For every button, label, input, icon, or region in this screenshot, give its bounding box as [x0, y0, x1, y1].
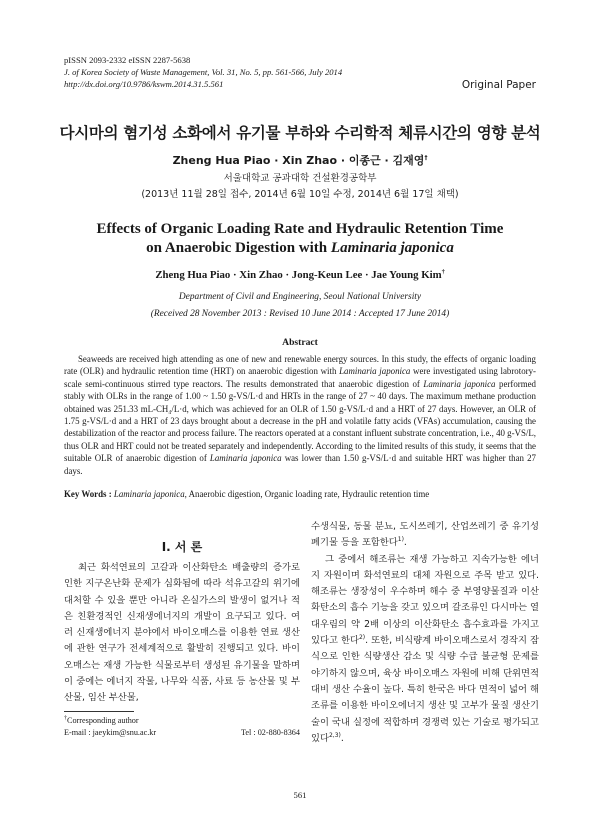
korean-affiliation: 서울대학교 공과대학 건설환경공학부 — [223, 173, 377, 184]
body-column-left: 최근 화석연료의 고갈과 이산화탄소 배출량의 증가로 인한 지구온난화 문제가 심화됨에 따라 석유고갈의 위기에 대처할 수 있을 뿐만 아니라 온실가스의 발생이 없거나 적은 친환경적인 신재생에너지의 개발이 요구되고 있다. 여러 신재생에너지 분야에서 바이오매스를 이용한 연료 생산에 관한 연구가 전세계적으로 활발히 진행되고 있다. 바이오매스는 재생 가능한 식물로부터 생성된 유기물을 말하며 이 중에는 에너지 작물, 나무와 식품, 사료 등 농산물 및 부산물, 임산 부산물, — [64, 562, 300, 704]
korean-title: 다시마의 혐기성 소화에서 유기물 부하와 수리학적 체류시간의 영향 분석 — [59, 124, 541, 142]
footnote-divider — [64, 711, 134, 712]
english-affiliation: Department of Civil and Engineering, Seoul National University — [178, 292, 422, 302]
english-title: Effects of Organic Loading Rate and Hydraulic Retention Time on Anaerobic Digestion with Laminaria japonica — [96, 221, 504, 256]
paragraph: 그 중에서 해조류는 재생 가능하고 지속가능한 에너지 자원이며 화석연료의 대체 자원으로 주목 받고 있다. 해조류는 생장성이 우수하며 해수 중 부영양물질과 이산화탄소의 흡수 기능을 갖고 있으며 갈조류인 다시마는 열대우림의 약 2배 이상의 이산화탄소 흡수효과를 가지고 있다고 한다$^{2)}$. 또한, 비식량계 바이오매스로서 경작지 잠식으로 인한 식량생산 감소 및 식량 수급 불균형 문제를 야기하지 않으며, 육상 바이오매스 자원에 비해 단위면적 대비 생산 수율이 높다. 특히 한국은 바다 면적이 넓어 해조류를 이용한 바이오에너지 생산 및 고부가 물질 생산기술이 국내 실정에 적합하며 경쟁력 있는 기술로 평가되고 있다$^{2,3)}$. — [311, 553, 539, 744]
corresponding-author-note: †Corresponding author — [64, 715, 139, 725]
korean-authors: Zheng Hua Piao · Xin Zhao · 이종근 · 김재영† — [172, 154, 428, 167]
author-email[interactable]: E-mail : jaeykim@snu.ac.kr — [64, 728, 157, 737]
author-phone: Tel : 02-880-8364 — [240, 728, 300, 737]
journal-citation: J. of Korea Society of Waste Management, Vol. 31, No. 5, pp. 561-566, July 2014 — [64, 67, 343, 77]
body-column-right — [311, 519, 539, 747]
doi-link[interactable]: http://dx.doi.org/10.9786/kswm.2014.31.5.561 — [64, 79, 224, 89]
page-number: 561 — [293, 790, 307, 800]
abstract-body: Seaweeds are received high attending as one of new and renewable energy sources. In this study, the effects of organic loading rate (OLR) and hydraulic retention time (HRT) on anaerobic digestion with Laminaria japonica were investigated using labrotory-scale semi-continuous stirred type reactors. The results demonstrated that anaerobic digestion of Laminaria japonica performed stably with OLRs in the range of 1.00 ~ 1.50 g-VS/L·d and HRTs in the range of 27 ~ 40 days. The maximum methane production obtained was 251.33 mL-CH₄/L·d, which was achieved for an OLR of 1.50 g-VS/L·d and a HRT of 27 days. However, an OLR of 1.75 g-VS/L·d and a HRT of 23 days brought about a decrease in the pH and volatile fatty acids (VFAs) accumulation, causing the destabilization of the reactor and process failure. The reactors operated at a constant influent substrate concentration, i.e., 40 g-VS/L, thus OLR and HRT could not be treated separately and independently. According to the limited results of this study, it seems that the suitable OLR of anaerobic digestion of Laminaria japonica was lower than 1.50 g-VS/L·d and suitable HRT was higher than 27 days. — [64, 354, 537, 476]
section-heading-introduction: I. 서 론 — [161, 540, 203, 554]
issn-line: pISSN 2093-2332 eISSN 2287-5638 — [64, 55, 191, 65]
english-dates: (Received 28 November 2013 : Revised 10 June 2014 : Accepted 17 June 2014) — [150, 309, 450, 319]
journal-header — [64, 54, 342, 90]
paragraph: 수생식물, 동물 분뇨, 도시쓰레기, 산업쓰레기 중 유기성 폐기물 등을 포함한다$^{1)}$. — [311, 521, 539, 549]
abstract-heading: Abstract — [282, 337, 318, 348]
keywords: Key Words : Laminaria japonica, Anaerobic digestion, Organic loading rate, Hydraulic retention time — [64, 489, 430, 499]
english-authors: Zheng Hua Piao · Xin Zhao · Jong-Keun Lee · Jae Young Kim† — [155, 269, 445, 281]
korean-dates: (2013년 11월 28일 접수, 2014년 6월 10일 수정, 2014년 6월 17일 채택) — [141, 189, 459, 200]
author-contact — [64, 728, 300, 737]
article-type-label: Original Paper — [461, 79, 536, 91]
